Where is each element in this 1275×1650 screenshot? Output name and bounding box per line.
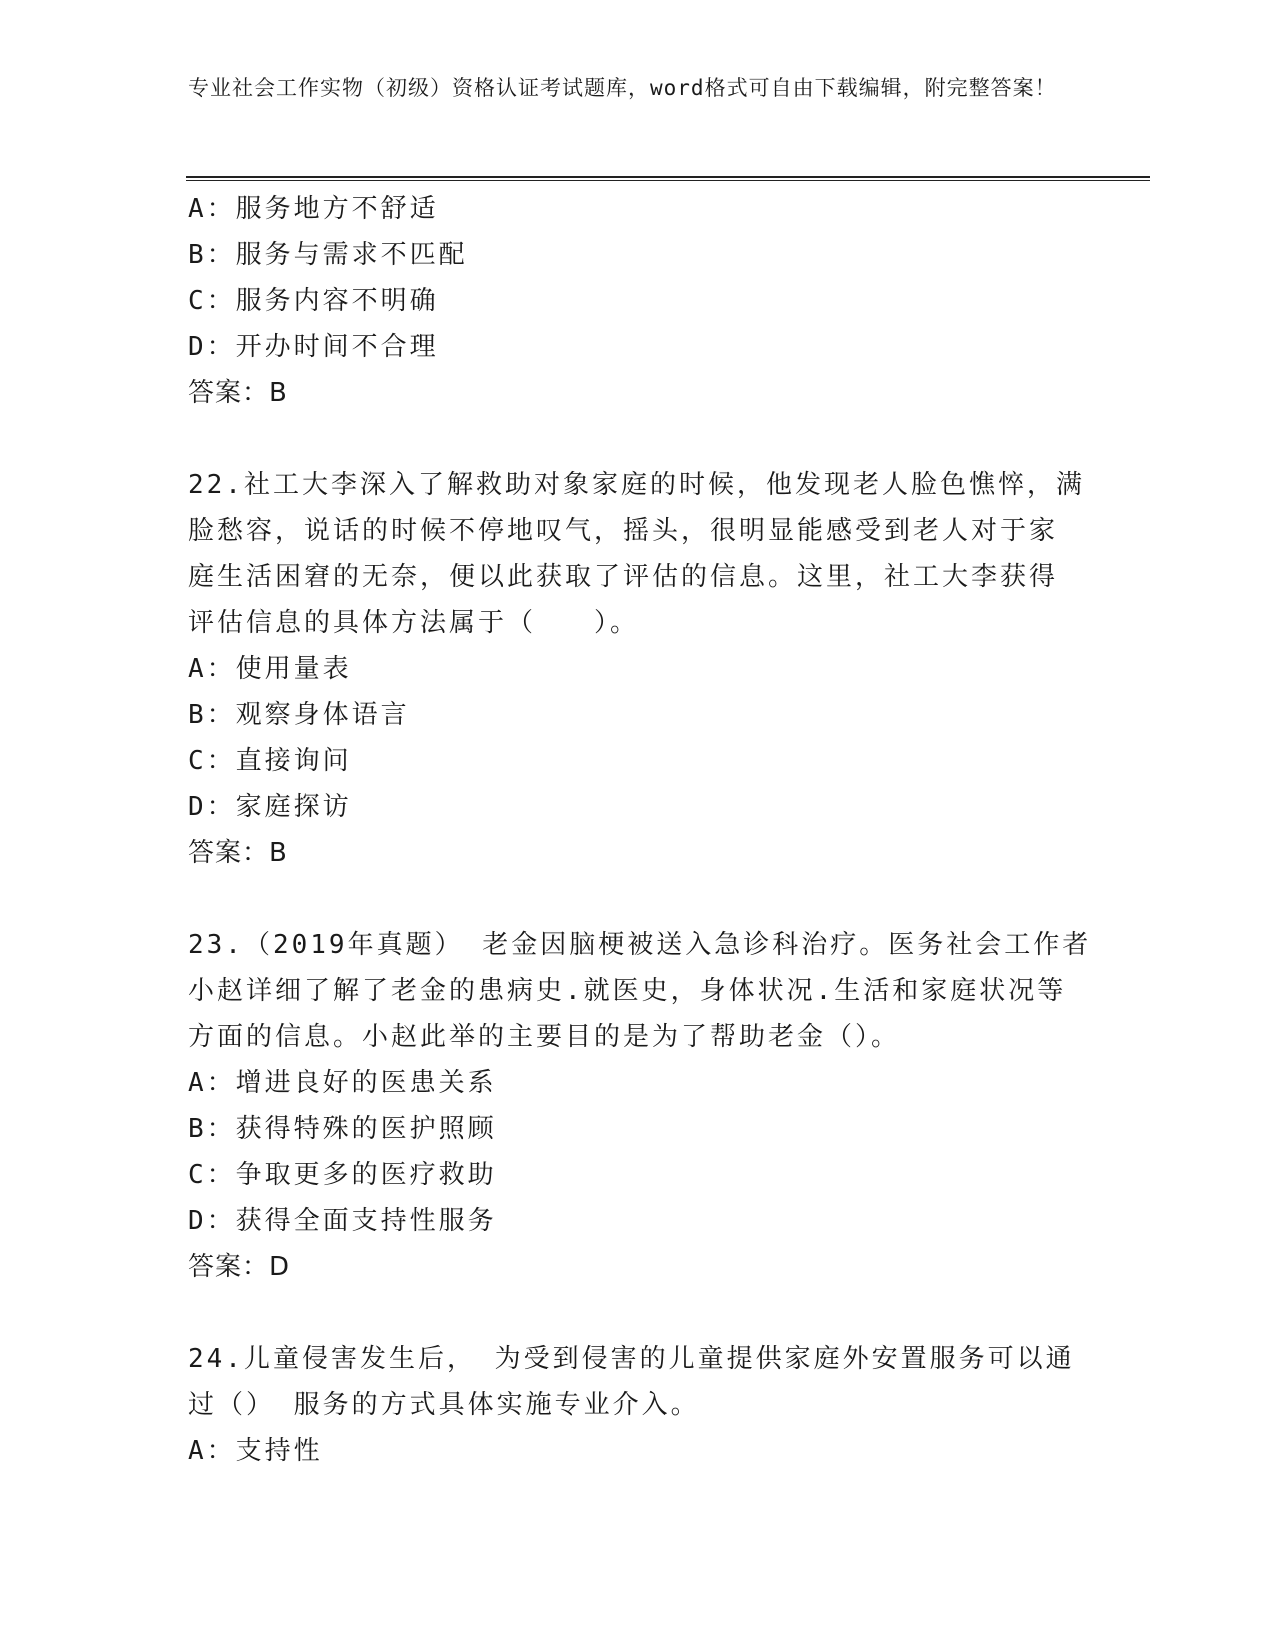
- option-b: B：观察身体语言: [188, 700, 410, 730]
- option-c: C：服务内容不明确: [188, 286, 439, 316]
- question-text-line: 脸愁容，说话的时候不停地叹气，摇头，很明显能感受到老人对于家: [188, 516, 1059, 546]
- question-22: [188, 462, 1088, 876]
- question-text-line: 24.儿童侵害发生后， 为受到侵害的儿童提供家庭外安置服务可以通: [188, 1344, 1075, 1374]
- question-23: [188, 922, 1092, 1290]
- option-d: D：家庭探访: [188, 792, 352, 822]
- question-text-line: 23.（2019年真题） 老金因脑梗被送入急诊科治疗。医务社会工作者: [188, 930, 1092, 960]
- question-text-line: 过（） 服务的方式具体实施专业介入。: [188, 1390, 700, 1420]
- header-divider: [186, 176, 1150, 181]
- spacer: [188, 416, 1088, 462]
- question-content: [188, 186, 1092, 1474]
- question-text-line: 小赵详细了解了老金的患病史.就医史，身体状况.生活和家庭状况等: [188, 976, 1067, 1006]
- question-text-line: 庭生活困窘的无奈，便以此获取了评估的信息。这里，社工大李获得: [188, 562, 1059, 592]
- option-a: A：支持性: [188, 1436, 323, 1466]
- option-a: A：使用量表: [188, 654, 352, 684]
- option-c: C：直接询问: [188, 746, 352, 776]
- question-24: [188, 1336, 1088, 1474]
- answer-line: 答案：D: [188, 1252, 291, 1282]
- option-a: A：服务地方不舒适: [188, 194, 439, 224]
- question-text-line: 22.社工大李深入了解救助对象家庭的时候，他发现老人脸色憔悴，满: [188, 470, 1085, 500]
- question-text-line: 方面的信息。小赵此举的主要目的是为了帮助老金（）。: [188, 1022, 901, 1052]
- option-b: B：获得特殊的医护照顾: [188, 1114, 497, 1144]
- answer-line: 答案：B: [188, 838, 288, 868]
- prev-question-block: [188, 186, 1088, 416]
- page-header: [188, 72, 1068, 104]
- answer-line: 答案：B: [188, 378, 288, 408]
- question-text-line: 评估信息的具体方法属于（ ）。: [188, 608, 640, 638]
- option-d: D：开办时间不合理: [188, 332, 439, 362]
- spacer: [188, 1290, 1088, 1336]
- option-a: A：增进良好的医患关系: [188, 1068, 497, 1098]
- option-d: D：获得全面支持性服务: [188, 1206, 497, 1236]
- header-text: 专业社会工作实物（初级）资格认证考试题库，word格式可自由下载编辑，附完整答案！: [188, 76, 1057, 100]
- spacer: [188, 876, 1088, 922]
- option-b: B：服务与需求不匹配: [188, 240, 468, 270]
- option-c: C：争取更多的医疗救助: [188, 1160, 497, 1190]
